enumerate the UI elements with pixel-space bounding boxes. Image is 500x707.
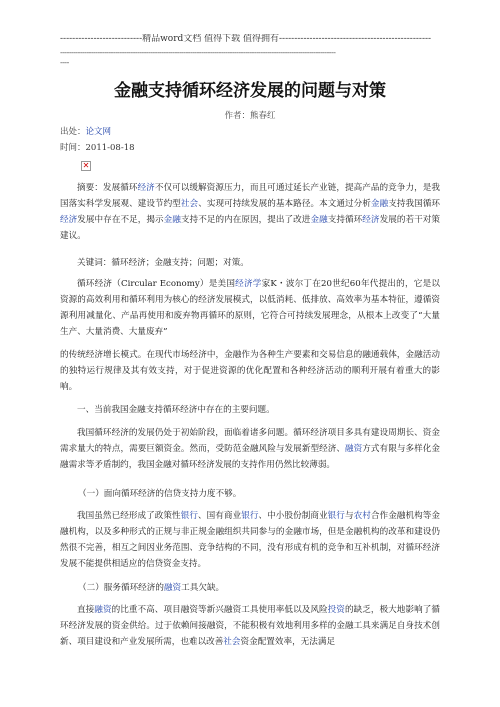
abstract-paragraph: 摘要：发展循环经济不仅可以缓解资源压力，而且可通过延长产业链，提高产品的竞争力，是我国落实科学发展观、建设节约型社会、实现可持续发展的基本路径。本文通过分析金融支持我国循环经济发展中存在不足，揭示金融支持不足的内在原因，提出了改进金融支持循环经济发展的若干对策建议。 — [60, 183, 440, 241]
header-divider-end: ---- — [60, 58, 69, 67]
broken-image-icon: ✕ — [82, 161, 90, 170]
body-paragraph: 我国虽然已经形成了政策性银行、国有商业银行、中小股份制商业银行与农村合作金融机构等金融机构，以及多种形式的正规与非正规金融组织共同参与的金融市场，但是金融机构的改革和建设仍然很不完善，相互之间因业务范围、竞争结构的不同，没有形成有机的竞争和互补机制，对循环经济发展不能提供相适应的信贷资金支持。 — [60, 511, 440, 569]
section-heading: 一、当前我国金融支持循环经济中存在的主要问题。 — [77, 405, 275, 415]
subsection-heading: （一）面向循环经济的信贷支持力度不够。 — [78, 489, 242, 499]
source-link[interactable]: 论文网 — [85, 127, 112, 137]
keywords-paragraph: 关键词：循环经济；金融支持；问题；对策。 — [77, 258, 249, 268]
article-title: 金融支持循环经济发展的问题与对策 — [114, 81, 386, 101]
article-author: 作者：熊春红 — [224, 111, 276, 121]
header-banner: ---------------------------精品word文档 值得下载 值得拥有-------------------------------------------------- — [60, 34, 432, 44]
body-paragraph: 我国循环经济的发展仍处于初始阶段，面临着诸多问题。循环经济项目多具有建设周期长、资金需求量大的特点，需要巨额资金。然而，受防范金融风险与发展新型经济、融资方式有限与多样化金融需求等矛盾制约，我国金融对循环经济发展的支持作用仍然比较薄弱。 — [60, 428, 440, 470]
article-source — [60, 127, 111, 138]
body-paragraph: 直接融资的比重不高、项目融资等新兴融资工具使用率低以及风险投资的缺乏，极大地影响了循环经济发展的资金供给。过于依赖间接融资，不能积极有效地利用多样的金融工具来满足自身技术创新、项目建设和产业发展所需，也难以改善社会资金配置效率，无法满足 — [60, 605, 440, 647]
body-paragraph: 的传统经济增长模式。在现代市场经济中，金融作为各种生产要素和交易信息的融通载体，金融活动的独特运行规律及其有效支持，对于促进资源的优化配置和各种经济活动的顺利开展有着重大的影响。 — [60, 350, 440, 392]
article-time: 时间：2011-08-18 — [60, 143, 135, 153]
source-label: 出处： — [60, 127, 86, 137]
subsection-heading: （二）服务循环经济的融资工具欠缺。 — [78, 583, 225, 593]
header-divider: ----------------------------------------------------------------------------------------------------------------------------- — [60, 48, 336, 57]
body-paragraph: 循环经济（Circular Economy）是美国经济学家K・波尔丁在20世纪60年代提出的，它是以资源的高效利用和循环利用为核心的经济发展模式，以低消耗、低排放、高效率为基本特征，遵循资源利用减量化、产品再使用和废弃物再循环的原则，它符合可持续发展理念，从根本上改变了“大量生产、大量消费、大量废弃” — [60, 279, 440, 337]
